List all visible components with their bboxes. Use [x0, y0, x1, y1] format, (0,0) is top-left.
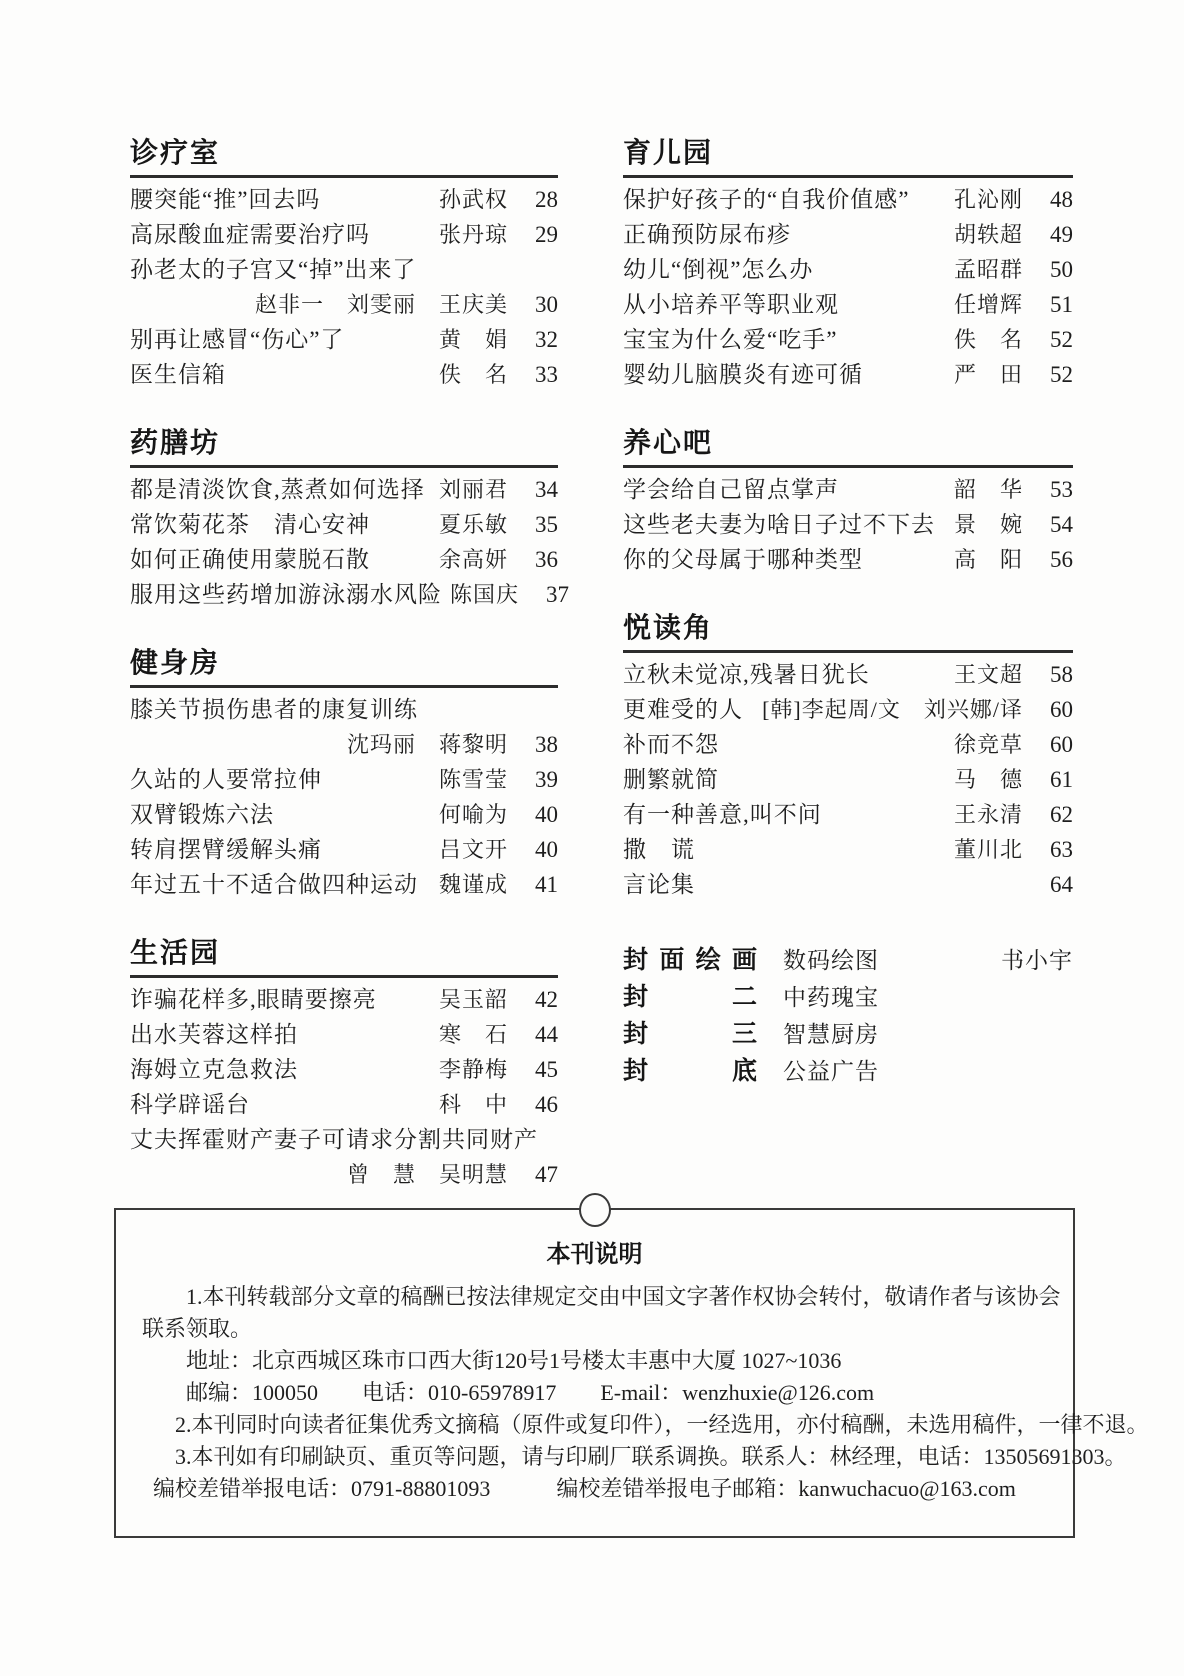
- entry-page-number: 28: [535, 187, 558, 212]
- entry-author: 高 阳: [953, 547, 1023, 572]
- entry-author: 吕文开: [438, 837, 508, 862]
- entry-author: 沈玛丽 蒋黎明: [346, 732, 508, 757]
- notice-line: 3.本刊如有印刷缺页、重页等问题，请与印刷厂联系调换。联系人：林经理，电话：13505691303。: [175, 1444, 1127, 1469]
- entry-title: 诈骗花样多,眼睛要擦亮: [130, 987, 377, 1012]
- entry-author: 孙武权: [438, 187, 508, 212]
- entry-page-number: 35: [535, 512, 558, 537]
- entry-title: 你的父母属于哪种类型: [623, 547, 863, 572]
- entry-title: 从小培养平等职业观: [623, 292, 839, 317]
- notice-line: 联系领取。: [142, 1316, 253, 1341]
- toc-entry: [623, 797, 1073, 832]
- entry-title: 医生信箱: [130, 362, 226, 387]
- entry-page-number: 33: [535, 362, 558, 387]
- cover-position-label: 封面绘画: [623, 946, 757, 974]
- entry-title: 婴幼儿脑膜炎有迹可循: [623, 362, 863, 387]
- entry-title: 出水芙蓉这样拍: [130, 1022, 298, 1047]
- entry-page-number: 56: [1050, 547, 1073, 572]
- entry-title: 更难受的人: [623, 697, 743, 722]
- entry-author: 马 德: [953, 767, 1023, 792]
- toc-entry: [130, 357, 558, 392]
- toc-entry: [130, 577, 570, 612]
- entry-page-number: 38: [535, 732, 558, 757]
- entry-page-number: 36: [535, 547, 558, 572]
- entry-page-number: 53: [1050, 477, 1073, 502]
- toc-entry: [130, 1157, 558, 1192]
- entry-title: 如何正确使用蒙脱石散: [130, 547, 370, 572]
- toc-entry: [130, 507, 558, 542]
- entry-author: 吴玉韶: [438, 987, 508, 1012]
- entry-author: 何喻为: [438, 802, 508, 827]
- notice-box: [114, 1208, 1149, 1538]
- toc-entry: [623, 762, 1073, 797]
- toc-entry: [130, 252, 558, 287]
- toc-entry: [130, 542, 558, 577]
- entry-author: 陈国庆: [450, 582, 520, 607]
- entry-author: 黄 娟: [438, 327, 508, 352]
- toc-entry: [623, 542, 1073, 577]
- cover-credit-row: [623, 979, 1073, 1016]
- cover-position-label: 封二: [623, 983, 757, 1011]
- entry-title: 宝宝为什么爱“吃手”: [623, 327, 838, 352]
- entry-page-number: 63: [1050, 837, 1073, 862]
- notice-box-body: [142, 1281, 1149, 1505]
- toc-entry: [623, 217, 1073, 252]
- entry-author: 寒 石: [438, 1022, 508, 1047]
- toc-entry: [623, 472, 1073, 507]
- toc-entry: [623, 657, 1073, 692]
- entry-title: 正确预防尿布疹: [623, 222, 791, 247]
- toc-entry: [623, 287, 1073, 322]
- section-title-gym: 健身房: [130, 646, 558, 688]
- entry-author: 科 中: [438, 1092, 508, 1117]
- toc-entry: [623, 832, 1073, 867]
- toc-section-life-garden: [130, 936, 558, 1192]
- entry-author: 曾 慧 吴明慧: [346, 1162, 508, 1187]
- entry-author: 王永清: [953, 802, 1023, 827]
- entry-title: 科学辟谣台: [130, 1092, 250, 1117]
- entry-page-number: 64: [1050, 872, 1073, 897]
- notice-line: 地址：北京西城区珠市口西大街120号1号楼太丰惠中大厦 1027~1036: [186, 1348, 842, 1373]
- entry-page-number: 61: [1050, 767, 1073, 792]
- entry-author: 严 田: [953, 362, 1023, 387]
- entry-title: 学会给自己留点掌声: [623, 477, 839, 502]
- entry-page-number: 52: [1050, 362, 1073, 387]
- toc-section-reading-corner: [623, 611, 1073, 902]
- toc-section-parenting-garden: [623, 136, 1073, 392]
- entry-page-number: 29: [535, 222, 558, 247]
- entry-author: 徐竞草: [953, 732, 1023, 757]
- entry-page-number: 41: [535, 872, 558, 897]
- entry-title: 转肩摆臂缓解头痛: [130, 837, 322, 862]
- entry-author: 张丹琼: [438, 222, 508, 247]
- entry-page-number: 51: [1050, 292, 1073, 317]
- entry-author: 孟昭群: [953, 257, 1023, 282]
- entry-author: 景 婉: [953, 512, 1023, 537]
- toc-entry: [623, 182, 1073, 217]
- toc-entry: [130, 867, 558, 902]
- entry-page-number: 32: [535, 327, 558, 352]
- entry-author: [韩]李起周/文 刘兴娜/译: [762, 697, 1023, 722]
- entry-page-number: 52: [1050, 327, 1073, 352]
- toc-entry: [130, 472, 558, 507]
- entry-title: 幼儿“倒视”怎么办: [623, 257, 814, 282]
- toc-section-heart-care-bar: [623, 426, 1073, 577]
- entry-title: 服用这些药增加游泳溺水风险: [130, 582, 442, 607]
- entry-page-number: 49: [1050, 222, 1073, 247]
- entry-author: 孔沁刚: [953, 187, 1023, 212]
- entry-page-number: 40: [535, 802, 558, 827]
- entry-title: 海姆立克急救法: [130, 1057, 298, 1082]
- entry-title: 都是清淡饮食,蒸煮如何选择: [130, 477, 425, 502]
- entry-author: 魏谨成: [438, 872, 508, 897]
- toc-section-gym: [130, 646, 558, 902]
- toc-entry: [130, 762, 558, 797]
- entry-title: 腰突能“推”回去吗: [130, 187, 321, 212]
- toc-entry: [130, 982, 558, 1017]
- entry-author: 赵非一 刘雯丽 王庆美: [254, 292, 508, 317]
- entry-page-number: 39: [535, 767, 558, 792]
- entry-author: 韶 华: [953, 477, 1023, 502]
- toc-columns: [130, 136, 1073, 1226]
- entry-title: 撒 谎: [623, 837, 695, 862]
- cover-content-title: 公益广告: [783, 1059, 879, 1084]
- entry-author: 董川北: [953, 837, 1023, 862]
- toc-entry: [623, 727, 1073, 762]
- entry-page-number: 60: [1050, 732, 1073, 757]
- entry-page-number: 44: [535, 1022, 558, 1047]
- entry-title: 双臂锻炼六法: [130, 802, 274, 827]
- section-title-medicinal-kitchen: 药膳坊: [130, 426, 558, 468]
- toc-entry: [623, 322, 1073, 357]
- toc-entry: [623, 867, 1073, 902]
- section-title-clinic-room: 诊疗室: [130, 136, 558, 178]
- notice-box-title: 本刊说明: [546, 1241, 643, 1268]
- entry-author: 刘丽君: [438, 477, 508, 502]
- entry-title: 删繁就简: [623, 767, 719, 792]
- toc-entry: [130, 1017, 558, 1052]
- notice-line: 1.本刊转载部分文章的稿酬已按法律规定交由中国文字著作权协会转付，敬请作者与该协会: [186, 1284, 1061, 1309]
- cover-content-title: 中药瑰宝: [783, 985, 879, 1010]
- section-title-reading-corner: 悦读角: [623, 611, 1073, 653]
- entry-author: 任增辉: [953, 292, 1023, 317]
- cover-artist-name: 书小宇: [1001, 948, 1073, 973]
- toc-entry: [623, 692, 1073, 727]
- toc-entry: [130, 1122, 558, 1157]
- binding-hole-circle: [579, 1193, 611, 1227]
- entry-title: 有一种善意,叫不问: [623, 802, 822, 827]
- entry-page-number: 60: [1050, 697, 1073, 722]
- entry-title: 丈夫挥霍财产妻子可请求分割共同财产: [130, 1127, 538, 1152]
- cover-content-title: 智慧厨房: [783, 1022, 879, 1047]
- entry-page-number: 58: [1050, 662, 1073, 687]
- entry-author: 余高妍: [438, 547, 508, 572]
- toc-section-medicinal-kitchen: [130, 426, 570, 612]
- cover-position-label: 封底: [623, 1057, 757, 1085]
- toc-left-column: [130, 136, 570, 1226]
- entry-title: 立秋未觉凉,残暑日犹长: [623, 662, 870, 687]
- entry-title: 久站的人要常拉伸: [130, 767, 322, 792]
- entry-title: 言论集: [623, 872, 695, 897]
- cover-credits-block: [623, 942, 1073, 1090]
- toc-entry: [130, 1087, 558, 1122]
- toc-entry: [623, 507, 1073, 542]
- section-title-parenting-garden: 育儿园: [623, 136, 1073, 178]
- entry-title: 膝关节损伤患者的康复训练: [130, 697, 418, 722]
- entry-title: 保护好孩子的“自我价值感”: [623, 187, 910, 212]
- notice-line: 编校差错举报电话：0791-88801093 编校差错举报电子邮箱：kanwuchacuo@163.com: [153, 1476, 1016, 1501]
- entry-page-number: 46: [535, 1092, 558, 1117]
- toc-entry: [130, 287, 558, 322]
- entry-author: 王文超: [953, 662, 1023, 687]
- entry-page-number: 47: [535, 1162, 558, 1187]
- entry-page-number: 34: [535, 477, 558, 502]
- entry-page-number: 50: [1050, 257, 1073, 282]
- toc-entry: [130, 832, 558, 867]
- toc-entry: [130, 182, 558, 217]
- entry-author: 佚 名: [953, 327, 1023, 352]
- entry-page-number: 45: [535, 1057, 558, 1082]
- notice-line: 2.本刊同时向读者征集优秀文摘稿（原件或复印件），一经选用，亦付稿酬，未选用稿件，一律不退。: [175, 1412, 1149, 1437]
- toc-section-clinic-room: [130, 136, 558, 392]
- entry-title: 别再让感冒“伤心”了: [130, 327, 345, 352]
- entry-title: 年过五十不适合做四种运动: [130, 872, 418, 897]
- entry-title: 高尿酸血症需要治疗吗: [130, 222, 370, 247]
- entry-page-number: 54: [1050, 512, 1073, 537]
- entry-page-number: 30: [535, 292, 558, 317]
- entry-page-number: 48: [1050, 187, 1073, 212]
- toc-entry: [130, 217, 558, 252]
- cover-credit-row: [623, 1016, 1073, 1053]
- toc-entry: [130, 797, 558, 832]
- cover-credit-row: [623, 1053, 1073, 1090]
- entry-title: 补而不怨: [623, 732, 719, 757]
- entry-page-number: 42: [535, 987, 558, 1012]
- toc-right-column: [623, 136, 1073, 1226]
- toc-entry: [130, 1052, 558, 1087]
- entry-author: 李静梅: [438, 1057, 508, 1082]
- section-title-heart-care-bar: 养心吧: [623, 426, 1073, 468]
- entry-title: 孙老太的子宫又“掉”出来了: [130, 257, 417, 282]
- cover-position-label: 封三: [623, 1020, 757, 1048]
- entry-author: 陈雪莹: [438, 767, 508, 792]
- entry-title: 常饮菊花茶 清心安神: [130, 512, 370, 537]
- toc-entry: [623, 252, 1073, 287]
- entry-title: 这些老夫妻为啥日子过不下去: [623, 512, 935, 537]
- entry-author: 佚 名: [438, 362, 508, 387]
- entry-page-number: 62: [1050, 802, 1073, 827]
- toc-entry: [130, 727, 558, 762]
- entry-author: 夏乐敏: [438, 512, 508, 537]
- cover-credit-row: [623, 942, 1073, 979]
- toc-entry: [623, 357, 1073, 392]
- notice-line: 邮编：100050 电话：010-65978917 E-mail：wenzhuxie@126.com: [186, 1380, 875, 1405]
- cover-content-title: 数码绘图: [783, 948, 879, 973]
- toc-entry: [130, 322, 558, 357]
- toc-entry: [130, 692, 558, 727]
- entry-author: 胡轶超: [953, 222, 1023, 247]
- section-title-life-garden: 生活园: [130, 936, 558, 978]
- entry-page-number: 37: [546, 582, 570, 607]
- entry-page-number: 40: [535, 837, 558, 862]
